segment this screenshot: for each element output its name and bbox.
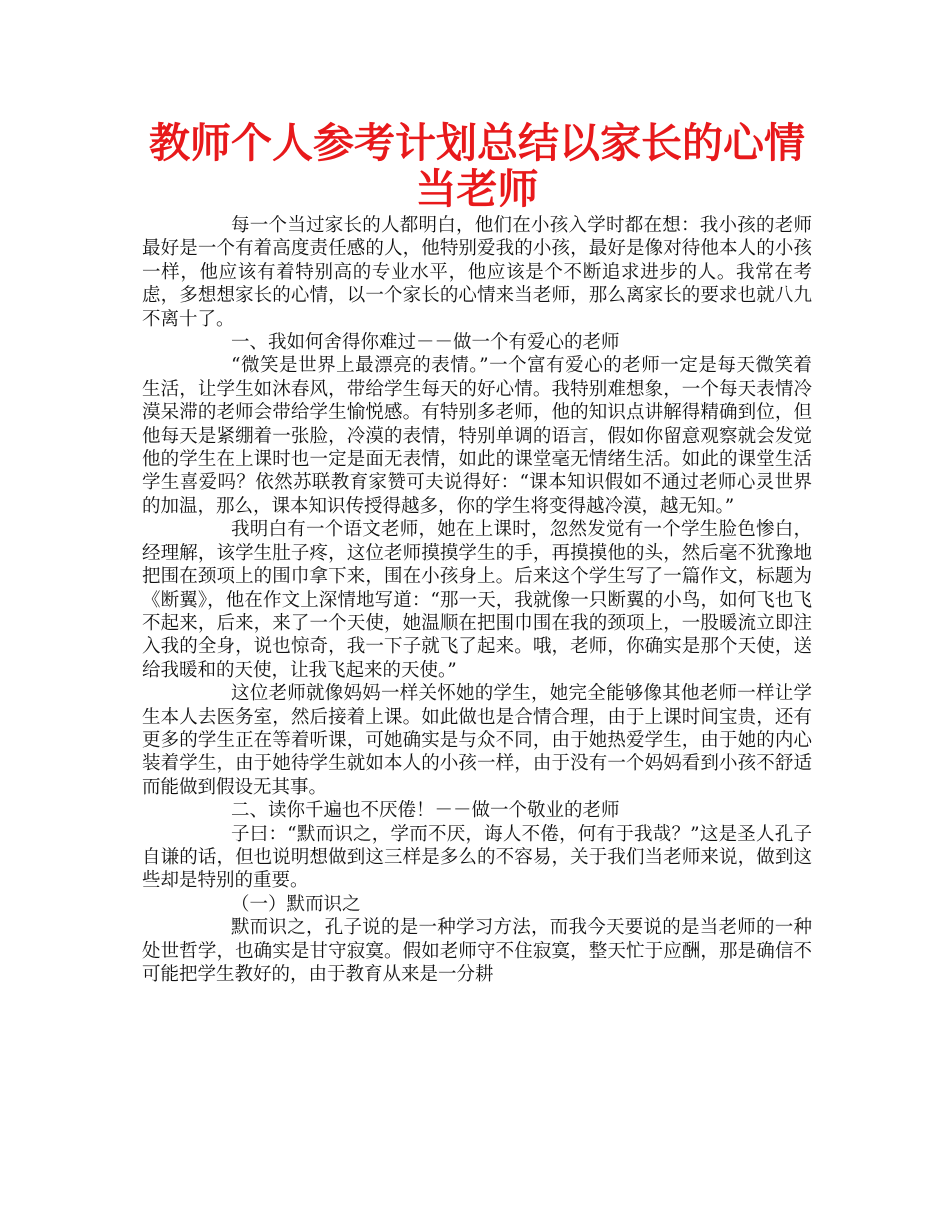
paragraph: 每一个当过家长的人都明白，他们在小孩入学时都在想：我小孩的老师最好是一个有着高度责任感的人，他特别爱我的小孩，最好是像对待他本人的小孩一样，他应该有着特别高的专业水平，他应该是个不断追求进步的人。我常在考虑，多想想家长的心情，以一个家长的心情来当老师，那么离家长的要求也就八九不离十了。	[142, 215, 812, 330]
section-heading: 一、我如何舍得你难过－－做一个有爱心的老师	[231, 332, 620, 354]
document-page	[142, 120, 812, 986]
paragraph: 我明白有一个语文老师，她在上课时，忽然发觉有一个学生脸色惨白，经理解，该学生肚子疼，这位老师摸摸学生的手，再摸摸他的头，然后毫不犹豫地把围在颈项上的围巾拿下来，围在小孩身上。后来这个学生写了一篇作文，标题为《断翼》，他在作文上深情地写道：“那一天，我就像一只断翼的小鸟，如何飞也飞不起来，后来，来了一个天使，她温顺在把围巾围在我的颈项上，一股暖流立即注入我的全身，说也惊奇，我一下子就飞了起来。哦，老师，你确实是那个天使，送给我暖和的天使，让我飞起来的天使。”	[142, 519, 812, 681]
paragraph: 这位老师就像妈妈一样关怀她的学生，她完全能够像其他老师一样让学生本人去医务室，然后接着上课。如此做也是合情合理，由于上课时间宝贵，还有更多的学生正在等着听课，可她确实是与众不同，由于她热爱学生，由于她的内心装着学生，由于她待学生就如本人的小孩一样，由于没有一个妈妈看到小孩不舒适而能做到假设无其事。	[142, 683, 812, 798]
paragraph: 默而识之，孔子说的是一种学习方法，而我今天要说的是当老师的一种处世哲学，也确实是甘守寂寞。假如老师守不住寂寞，整天忙于应酬，那是确信不可能把学生教好的，由于教育从来是一分耕	[142, 917, 812, 985]
document-title: 教师个人参考计划总结以家长的心情当老师	[149, 119, 805, 213]
document-body	[142, 214, 812, 986]
paragraph: 子曰：“默而识之，学而不厌，诲人不倦，何有于我哉？”这是圣人孔子自谦的话，但也说明想做到这三样是多么的不容易，关于我们当老师来说，做到这些却是特别的重要。	[142, 823, 812, 892]
paragraph: “微笑是世界上最漂亮的表情。”一个富有爱心的老师一定是每天微笑着生活，让学生如沐春风，带给学生每天的好心情。我特别难想象，一个每天表情冷漠呆滞的老师会带给学生愉悦感。有特别多老师，他的知识点讲解得精确到位，但他每天是紧绷着一张脸，冷漠的表情，特别单调的语言，假如你留意观察就会发觉他的学生在上课时也一定是面无表情，如此的课堂毫无情绪生活。如此的课堂生活学生喜爱吗？依然苏联教育家赞可夫说得好：“课本知识假如不通过老师心灵世界的加温，那么，课本知识传授得越多，你的学生将变得越冷漠，越无知。”	[142, 355, 812, 517]
section-heading: 二、读你千遍也不厌倦！－－做一个敬业的老师	[231, 800, 620, 822]
subsection-heading: （一）默而识之	[231, 893, 361, 915]
